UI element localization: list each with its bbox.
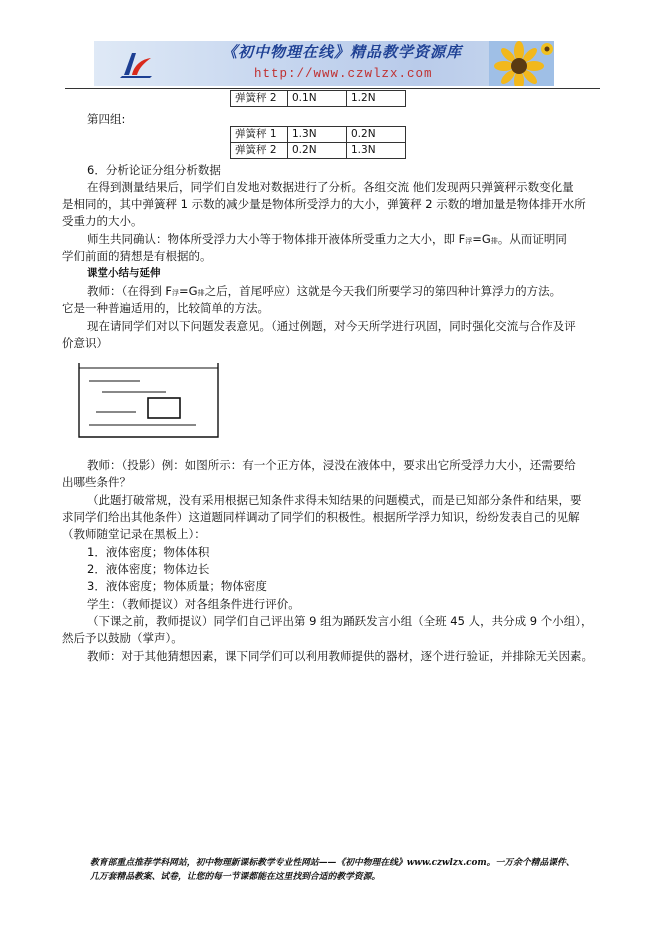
table-cell: 弹簧秤 2: [231, 91, 288, 107]
table-cell: 弹簧秤 1: [231, 127, 288, 143]
list-item: 1．液体密度；物体体积: [87, 545, 210, 559]
group4-label: 第四组:: [87, 112, 126, 126]
footer-line: 几万套精品教案、试卷，让您的每一节课都能在这里找到合适的教学资源。: [90, 872, 381, 882]
subscript: 排: [490, 237, 498, 245]
paragraph-line: 学生：（教师提议）对各组条件进行评价。: [87, 597, 300, 611]
data-table-group4: [230, 126, 406, 159]
banner-title: 《初中物理在线》精品教学资源库: [222, 43, 463, 61]
text-run: 之后，首尾呼应）这就是今天我们所要学习的第四种计算浮力的方法。: [204, 284, 562, 298]
paragraph-line: [87, 283, 561, 301]
paragraph-line: [87, 231, 567, 249]
paragraph-line: 出哪些条件？: [62, 475, 131, 489]
table-row: [231, 127, 406, 143]
banner-url: http://www.czwlzx.com: [254, 67, 433, 81]
paragraph-line: 价意识）: [62, 336, 108, 350]
text-run: =G: [472, 232, 491, 246]
table-cell: 1.3N: [347, 143, 406, 159]
text-run: 师生共同确认：物体所受浮力大小等于物体排开液体所受重力之大小，即 F: [87, 232, 466, 246]
paragraph-line: 求同学们给出其他条件）这道题同样调动了同学们的积极性。根据所学浮力知识，纷纷发表自己的见解: [62, 510, 580, 524]
text-run: 教师：（在得到 F: [87, 284, 173, 298]
page-footer: [90, 856, 575, 884]
site-logo-icon: [120, 49, 154, 79]
text-run: =G: [179, 284, 198, 298]
header-rule: [65, 88, 600, 89]
paragraph-line: （教师随堂记录在黑板上）：: [62, 527, 206, 541]
paragraph-line: 在得到测量结果后，同学们自发地对数据进行了分析。各组交流 他们发现两只弹簧秤示数变化量: [87, 180, 574, 194]
subscript: 浮: [172, 289, 180, 297]
table-cell: 0.2N: [347, 127, 406, 143]
table-cell: 0.2N: [288, 143, 347, 159]
table-row: [231, 143, 406, 159]
table-cell: 弹簧秤 2: [231, 143, 288, 159]
sunflower-icon: [489, 41, 554, 86]
cube-shape: [148, 398, 180, 418]
paragraph-line: 教师：（投影）例：如图所示：有一个正方体，浸没在液体中，要求出它所受浮力大小，还需要给: [87, 458, 576, 472]
paragraph-line: （下课之前，教师提议）同学们自己评出第 9 组为踊跃发言小组（全班 45 人，共分成 9 个小组），: [87, 614, 593, 628]
data-table-group3: [230, 90, 406, 107]
subscript: 排: [197, 289, 205, 297]
text-run: 。从而证明同: [497, 232, 567, 246]
table-row: [231, 91, 406, 107]
table-cell: 1.3N: [288, 127, 347, 143]
table-cell: 0.1N: [288, 91, 347, 107]
paragraph-line: 它是一种普遍适用的，比较简单的方法。: [62, 301, 269, 315]
container-figure: [78, 363, 220, 438]
subscript: 浮: [465, 237, 473, 245]
table-cell: 1.2N: [347, 91, 406, 107]
paragraph-line: 然后予以鼓励（掌声）。: [62, 631, 183, 645]
footer-line: 教育部重点推荐学科网站，初中物理新课标教学专业性网站——《初中物理在线》www.czwlzx.com。一万余个精品课件、: [90, 858, 575, 868]
header-banner: [94, 41, 554, 86]
list-item: 3．液体密度；物体质量；物体密度: [87, 579, 267, 593]
step-heading: 6．分析论证分组分析数据: [87, 163, 221, 177]
paragraph-line: 现在请同学们对以下问题发表意见。（通过例题，对今天所学进行巩固，同时强化交流与合作及评: [87, 319, 576, 333]
paragraph-line: 学们前面的猜想是有根据的。: [62, 249, 212, 263]
paragraph-line: （此题打破常规，没有采用根据已知条件求得未知结果的问题模式，而是已知部分条件和结果，要: [87, 493, 582, 507]
section-heading: 课堂小结与延伸: [87, 267, 161, 279]
paragraph-line: 是相同的，其中弹簧秤 1 示数的减少量是物体所受浮力的大小，弹簧秤 2 示数的增加量是物体排开水所: [62, 197, 586, 211]
paragraph-line: 受重力的大小。: [62, 214, 143, 228]
paragraph-line: 教师：对于其他猜想因素，课下同学们可以利用教师提供的器材，逐个进行验证，并排除无关因素。: [87, 649, 593, 663]
list-item: 2．液体密度；物体边长: [87, 562, 210, 576]
